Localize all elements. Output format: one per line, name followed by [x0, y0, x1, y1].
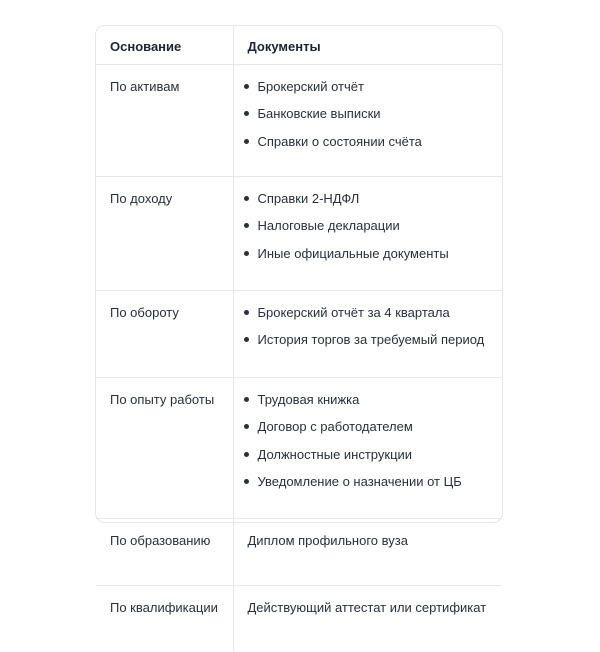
table-header-row	[96, 26, 502, 65]
table-row	[96, 177, 502, 291]
list-item: Справки о состоянии счёта	[244, 130, 503, 157]
documents-cell	[233, 291, 502, 378]
header-basis: Основание	[96, 26, 233, 65]
documents-table-container	[95, 25, 503, 523]
documents-cell: Действующий аттестат или сертификат	[233, 586, 502, 652]
list-item: Брокерский отчёт	[244, 75, 503, 102]
documents-table	[96, 26, 502, 652]
table-row	[96, 378, 502, 519]
list-item: Налоговые декларации	[244, 214, 503, 241]
basis-cell: По обороту	[96, 291, 233, 378]
documents-cell: Диплом профильного вуза	[233, 519, 502, 586]
table-row	[96, 65, 502, 177]
list-item: Банковские выписки	[244, 102, 503, 129]
basis-cell: По опыту работы	[96, 378, 233, 519]
table-row	[96, 519, 502, 586]
documents-cell	[233, 177, 502, 291]
documents-cell	[233, 65, 502, 177]
list-item: Договор с работодателем	[244, 415, 503, 442]
list-item: Иные официальные документы	[244, 242, 503, 269]
table-row	[96, 291, 502, 378]
list-item: История торгов за требуемый период	[244, 328, 503, 355]
list-item: Брокерский отчёт за 4 квартала	[244, 301, 503, 328]
documents-list	[234, 301, 503, 356]
table-row	[96, 586, 502, 652]
documents-cell	[233, 378, 502, 519]
list-item: Трудовая книжка	[244, 388, 503, 415]
basis-cell: По образованию	[96, 519, 233, 586]
header-documents: Документы	[233, 26, 502, 65]
documents-list	[234, 187, 503, 269]
list-item: Уведомление о назначении от ЦБ	[244, 470, 503, 497]
list-item: Справки 2-НДФЛ	[244, 187, 503, 214]
list-item: Должностные инструкции	[244, 443, 503, 470]
basis-cell: По доходу	[96, 177, 233, 291]
documents-list	[234, 75, 503, 157]
documents-list	[234, 388, 503, 497]
basis-cell: По квалификации	[96, 586, 233, 652]
basis-cell: По активам	[96, 65, 233, 177]
